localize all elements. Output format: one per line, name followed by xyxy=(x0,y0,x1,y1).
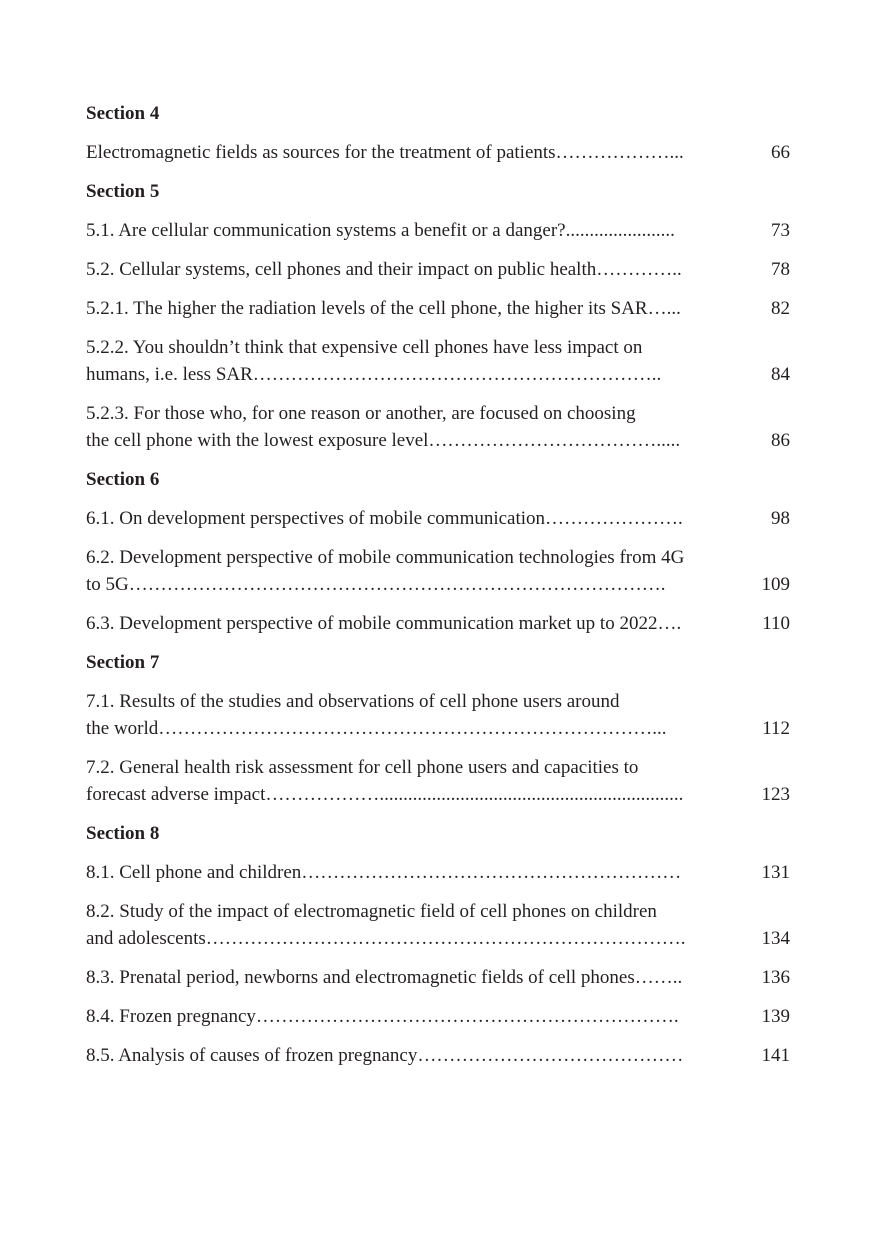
section-heading: Section 6 xyxy=(86,469,160,490)
toc-entry[interactable] xyxy=(86,505,790,532)
toc-entry[interactable] xyxy=(86,1042,790,1069)
toc-entry-title: 5.2.1. The higher the radiation levels of the cell phone, the higher its SAR…... xyxy=(86,298,681,319)
toc-entry-page: 73 xyxy=(771,220,790,241)
toc-entry-title: 8.4. Frozen pregnancy…………………………………………………………. xyxy=(86,1006,679,1027)
toc-entry-title: 5.1. Are cellular communication systems a benefit or a danger?....................... xyxy=(86,220,675,241)
section-heading: Section 7 xyxy=(86,652,160,673)
toc-entry-page: 66 xyxy=(771,142,790,163)
toc-entry-title: 5.2. Cellular systems, cell phones and their impact on public health………….. xyxy=(86,259,682,280)
toc-group-section-8 xyxy=(86,820,790,1069)
toc-entry[interactable] xyxy=(86,544,790,598)
toc-entry[interactable] xyxy=(86,295,790,322)
toc-entry-page: 112 xyxy=(762,718,790,739)
toc-entry-title: 8.2. Study of the impact of electromagnetic field of cell phones on children and adolescents…………………………………………………………………. xyxy=(86,901,686,949)
toc-group-section-6 xyxy=(86,466,790,637)
toc-entry-title: 8.3. Prenatal period, newborns and electromagnetic fields of cell phones…….. xyxy=(86,967,683,988)
toc-entry-page: 78 xyxy=(771,259,790,280)
toc-entry-page: 110 xyxy=(762,613,790,634)
toc-group-section-4 xyxy=(86,100,790,166)
section-heading: Section 4 xyxy=(86,103,160,124)
toc-entry-page: 82 xyxy=(771,298,790,319)
toc-entry-page: 109 xyxy=(761,574,790,595)
toc-entry-title: 5.2.3. For those who, for one reason or another, are focused on choosing the cell phone with the lowest exposure level………………………………..... xyxy=(86,403,681,451)
toc-entry[interactable] xyxy=(86,334,790,388)
toc-entry-title: 8.5. Analysis of causes of frozen pregnancy…………………………………… xyxy=(86,1045,684,1066)
toc-entry[interactable] xyxy=(86,400,790,454)
table-of-contents xyxy=(86,100,790,1081)
toc-entry[interactable] xyxy=(86,610,790,637)
toc-entry[interactable] xyxy=(86,898,790,952)
toc-entry-page: 141 xyxy=(761,1045,790,1066)
toc-entry-title: 8.1. Cell phone and children…………………………………………………… xyxy=(86,862,682,883)
toc-entry-title: 6.2. Development perspective of mobile communication technologies from 4G to 5G…………………………………………………………………………. xyxy=(86,547,685,595)
section-heading: Section 5 xyxy=(86,181,160,202)
toc-entry-page: 86 xyxy=(771,430,790,451)
toc-entry[interactable] xyxy=(86,217,790,244)
toc-entry[interactable] xyxy=(86,688,790,742)
toc-entry[interactable] xyxy=(86,1003,790,1030)
section-heading: Section 8 xyxy=(86,823,160,844)
toc-entry-page: 84 xyxy=(771,364,790,385)
toc-entry[interactable] xyxy=(86,859,790,886)
toc-entry-title: 6.1. On development perspectives of mobile communication…………………. xyxy=(86,508,683,529)
toc-entry-page: 134 xyxy=(761,928,790,949)
toc-entry-title: 6.3. Development perspective of mobile communication market up to 2022…. xyxy=(86,613,682,634)
toc-entry[interactable] xyxy=(86,754,790,808)
toc-entry-page: 123 xyxy=(761,784,790,805)
toc-entry-page: 98 xyxy=(771,508,790,529)
toc-group-section-5 xyxy=(86,178,790,454)
toc-entry-page: 139 xyxy=(761,1006,790,1027)
toc-entry-title: 5.2.2. You shouldn’t think that expensive cell phones have less impact on humans, i.e. less SAR……………………………………………………….. xyxy=(86,337,662,385)
toc-entry-title: 7.2. General health risk assessment for cell phone users and capacities to forecast adverse impact………………................................................................ xyxy=(86,757,684,805)
toc-entry[interactable] xyxy=(86,964,790,991)
toc-entry[interactable] xyxy=(86,139,790,166)
toc-entry-title: Electromagnetic fields as sources for the treatment of patients………………... xyxy=(86,142,684,163)
toc-entry-page: 136 xyxy=(761,967,790,988)
toc-entry[interactable] xyxy=(86,256,790,283)
toc-entry-title: 7.1. Results of the studies and observations of cell phone users around the world……………………………………………………………………... xyxy=(86,691,667,739)
toc-group-section-7 xyxy=(86,649,790,808)
toc-entry-page: 131 xyxy=(761,862,790,883)
